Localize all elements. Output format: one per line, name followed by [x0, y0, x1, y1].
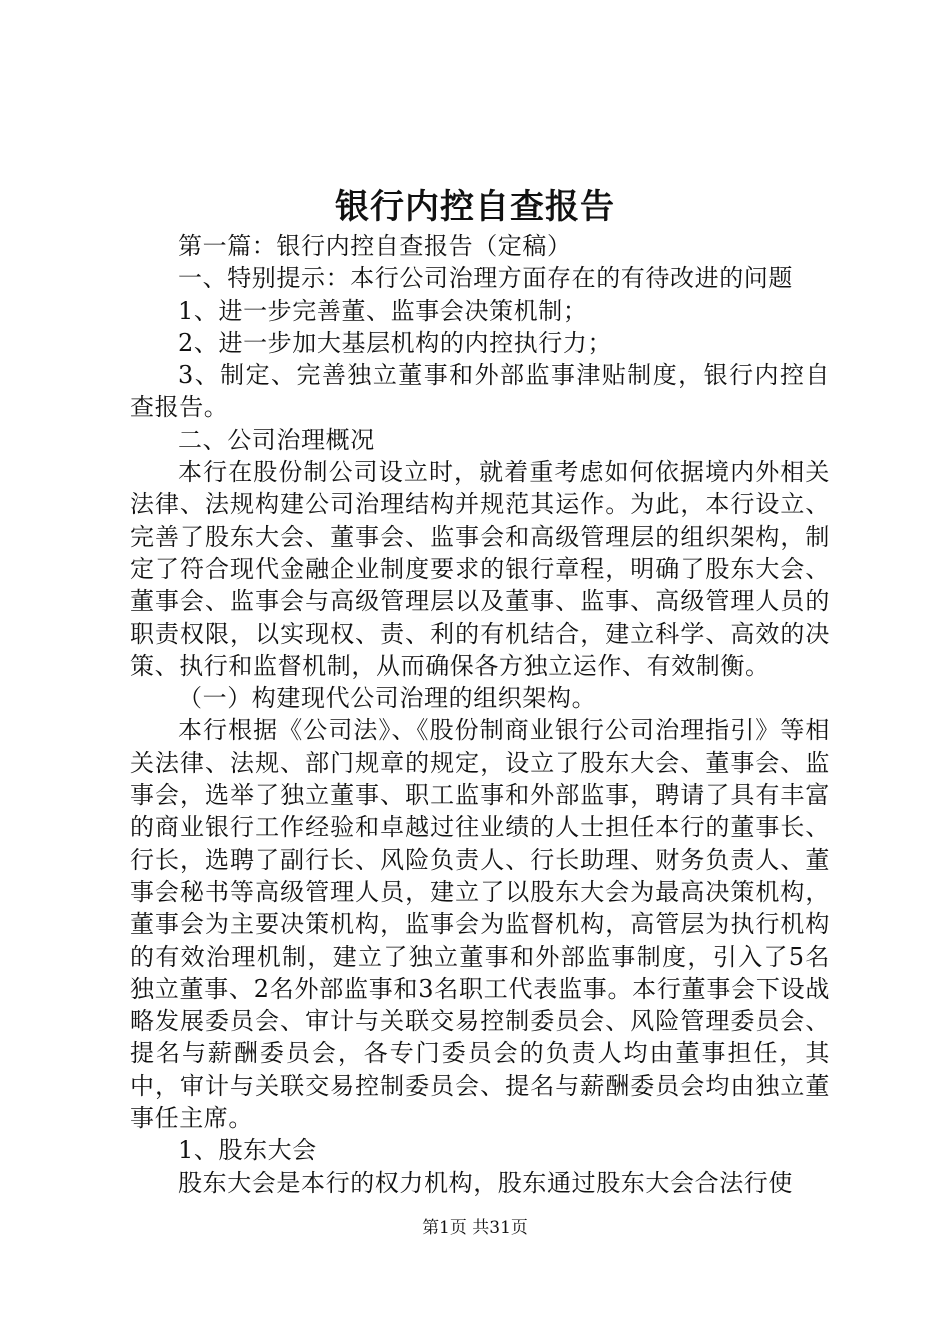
body-paragraph: 股东大会是本行的权力机构，股东通过股东大会合法行使 — [178, 1168, 793, 1197]
section-heading-governance-overview: 二、公司治理概况 — [178, 425, 375, 454]
section-heading-first-part: 第一篇：银行内控自查报告（定稿） — [178, 232, 572, 260]
list-item: 2、进一步加大基层机构的内控执行力； — [178, 328, 613, 357]
body-paragraph: 本行根据《公司法》、《股份制商业银行公司治理指引》等相关法律、法规、部门规章的规定，设立了股东大会、董事会、监事会，选举了独立董事、职工监事和外部监事，聘请了具有丰富的商业银行工作经验和卓越过往业绩的人士担任本行的董事长、行长，选聘了副行长、风险负责人、行长助理、财务负责人、董事会秘书等高级管理人员，建立了以股东大会为最高决策机构，董事会为主要决策机构，监事会为监督机构，高管层为执行机构的有效治理机制，建立了独立董事和外部监事制度，引入了5名独立董事、2名外部监事和3名职工代表监事。本行董事会下设战略发展委员会、审计与关联交易控制委员会、风险管理委员会、提名与薪酬委员会，各专门委员会的负责人均由董事担任，其中，审计与关联交易控制委员会、提名与薪酬委员会均由独立董事任主席。 — [130, 716, 830, 1133]
list-item: 3、制定、完善独立董事和外部监事津贴制度，银行内控自查报告。 — [130, 361, 830, 422]
document-title: 银行内控自查报告 — [335, 187, 615, 227]
subsection-heading: （一）构建现代公司治理的组织架构。 — [178, 684, 597, 713]
special-notice-heading: 一、特别提示：本行公司治理方面存在的有待改进的问题 — [178, 264, 793, 293]
body-paragraph: 本行在股份制公司设立时，就着重考虑如何依据境内外相关法律、法规构建公司治理结构并规范其运作。为此，本行设立、完善了股东大会、董事会、监事会和高级管理层的组织架构，制定了符合现代金融企业制度要求的银行章程，明确了股东大会、董事会、监事会与高级管理层以及董事、监事、高级管理人员的职责权限，以实现权、责、利的有机结合，建立科学、高效的决策、执行和监督机制，从而确保各方独立运作、有效制衡。 — [130, 458, 830, 680]
document-body — [130, 230, 830, 1199]
list-item: 1、进一步完善董、监事会决策机制； — [178, 296, 588, 325]
page-footer: 第1页 共31页 — [422, 1218, 528, 1238]
subsection-heading: 1、股东大会 — [178, 1136, 317, 1165]
